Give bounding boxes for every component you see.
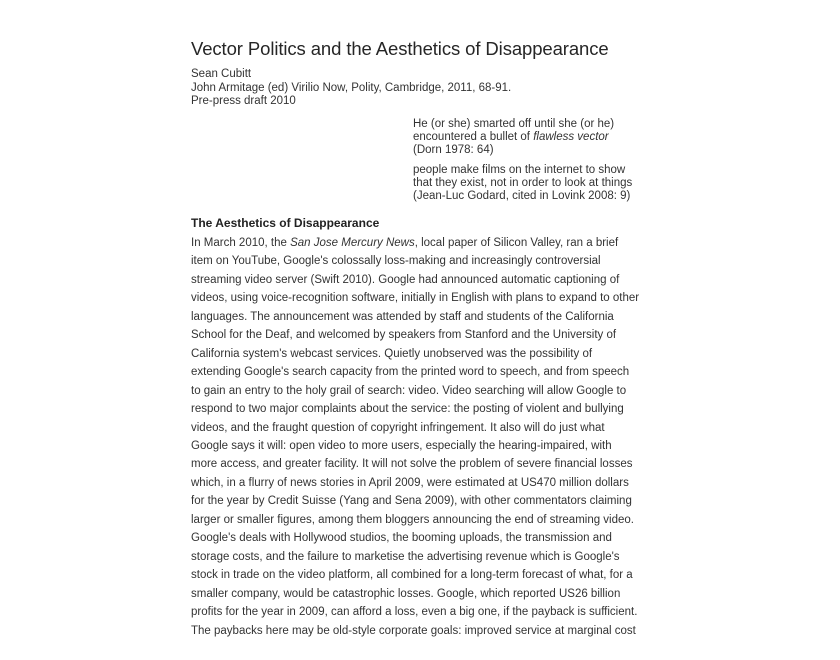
body-line: videos, and the fraught question of copyright infringement. It also will do just what <box>191 421 605 434</box>
body-text: , local paper of Silicon Valley, ran a brief <box>414 237 619 249</box>
citation: John Armitage (ed) Virilio Now, Polity, Cambridge, 2011, 68-91. <box>191 81 512 94</box>
body-line: languages. The announcement was attended by staff and students of the California <box>191 310 614 323</box>
body-line: storage costs, and the failure to marketise the advertising revenue which is Google's <box>191 550 620 563</box>
body-line: The paybacks here may be old-style corporate goals: improved service at marginal cost <box>191 624 636 637</box>
body-paragraph <box>191 234 661 640</box>
body-line: stock in trade on the video platform, all combined for a long-term forecast of what, for a <box>191 569 633 582</box>
document-meta <box>191 68 511 109</box>
body-line: more access, and greater facility. It will not solve the problem of severe financial losses <box>191 458 633 471</box>
epigraph-source: (Dorn 1978: 64) <box>413 144 494 156</box>
draft-note: Pre-press draft 2010 <box>191 95 296 107</box>
body-line: item on YouTube, Google's colossally loss-making and increasingly controversial <box>191 255 601 268</box>
body-line: profits for the year in 2009, can afford a loss, even a big one, if the payback is sufficient. <box>191 606 638 619</box>
epigraph-line: that they exist, not in order to look at things <box>413 177 633 189</box>
epigraph-source: (Jean-Luc Godard, cited in Lovink 2008: 9) <box>413 190 631 202</box>
body-line: which, in a flurry of news stories in April 2009, were estimated at US470 million dollars <box>191 476 629 489</box>
epigraph-line: people make films on the internet to show <box>413 164 626 176</box>
body-line: respond to two major complaints about the service: the posting of violent and bullying <box>191 403 624 416</box>
body-line <box>191 234 661 252</box>
body-line: streaming video server (Swift 2010). Google had announced automatic captioning of <box>191 273 620 286</box>
document-title: Vector Politics and the Aesthetics of Disappearance <box>191 38 609 59</box>
body-line: School for the Deaf, and welcomed by speakers from Stanford and the University of <box>191 329 617 342</box>
body-line: California system's webcast services. Quietly unobserved was the possibility of <box>191 347 593 360</box>
body-line: videos, using voice-recognition software, initially in English with plans to expand to other <box>191 292 640 305</box>
newspaper-title: San Jose Mercury News <box>290 237 415 249</box>
epigraph-line <box>413 131 614 144</box>
body-line: smaller company, would be catastrophic losses. Google, which reported US26 billion <box>191 587 621 600</box>
author-name: Sean Cubitt <box>191 68 252 80</box>
body-line: larger or smaller figures, among them bloggers announcing the end of streaming video. <box>191 513 634 526</box>
epigraph-text: encountered a bullet of <box>413 131 534 143</box>
section-heading: The Aesthetics of Disappearance <box>191 216 380 230</box>
body-line: Google says it will: open video to more users, especially the hearing-impaired, with <box>191 439 612 452</box>
epigraph-emphasis: flawless vector <box>533 131 609 143</box>
body-line: for the year by Credit Suisse (Yang and Sena 2009), with other commentators claiming <box>191 495 632 508</box>
epigraph-dorn <box>413 118 614 157</box>
epigraph-line: He (or she) smarted off until she (or he) <box>413 118 615 130</box>
epigraph-godard <box>413 164 632 203</box>
body-line: Google's deals with Hollywood studios, the booming uploads, the transmission and <box>191 532 612 545</box>
body-line: extending Google's search capacity from the printed word to speech, and from speech <box>191 366 630 379</box>
body-line: to gain an entry to the holy grail of search: video. Video searching will allow Google to <box>191 384 627 397</box>
body-text: In March 2010, the <box>191 237 291 249</box>
